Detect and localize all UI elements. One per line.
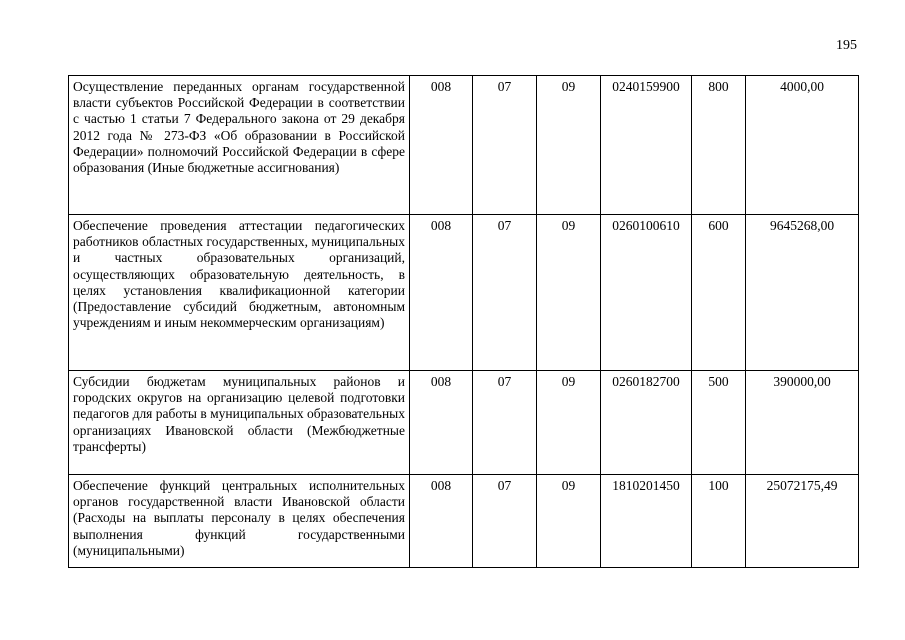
target-article-code: 0240159900	[601, 76, 692, 215]
subsection-code: 09	[537, 371, 601, 475]
expense-type-code: 100	[692, 475, 746, 568]
target-article-code: 1810201450	[601, 475, 692, 568]
amount: 25072175,49	[746, 475, 859, 568]
expense-type-code: 500	[692, 371, 746, 475]
table-row	[69, 215, 859, 371]
expense-type-code: 800	[692, 76, 746, 215]
ministry-code: 008	[410, 475, 473, 568]
subsection-code: 09	[537, 475, 601, 568]
subsection-code: 09	[537, 215, 601, 371]
amount: 9645268,00	[746, 215, 859, 371]
row-description: Обеспечение проведения аттестации педагогических работников областных государственных, муниципальных и частных образовательных организаций, осуществляющих образовательную деятельность, в целях установления квалификационной категории (Предоставление субсидий бюджетным, автономным учреждениям и иным некоммерческим организациям)	[69, 215, 410, 371]
section-code: 07	[473, 76, 537, 215]
target-article-code: 0260100610	[601, 215, 692, 371]
table-row	[69, 475, 859, 568]
expense-type-code: 600	[692, 215, 746, 371]
row-description: Субсидии бюджетам муниципальных районов и городских округов на организацию целевой подготовки педагогов для работы в муниципальных образовательных организациях Ивановской области (Межбюджетные трансферты)	[69, 371, 410, 475]
row-description: Осуществление переданных органам государственной власти субъектов Российской Федерации в соответствии с частью 1 статьи 7 Федерального закона от 29 декабря 2012 года № 273-ФЗ «Об образовании в Российской Федерации» полномочий Российской Федерации в сфере образования (Иные бюджетные ассигнования)	[69, 76, 410, 215]
table-row	[69, 76, 859, 215]
row-description: Обеспечение функций центральных исполнительных органов государственной власти Ивановской области (Расходы на выплаты персоналу в целях обеспечения выполнения функций государственными (муниципальными)	[69, 475, 410, 568]
ministry-code: 008	[410, 215, 473, 371]
section-code: 07	[473, 475, 537, 568]
amount: 4000,00	[746, 76, 859, 215]
target-article-code: 0260182700	[601, 371, 692, 475]
section-code: 07	[473, 215, 537, 371]
amount: 390000,00	[746, 371, 859, 475]
section-code: 07	[473, 371, 537, 475]
budget-table	[68, 75, 859, 568]
ministry-code: 008	[410, 76, 473, 215]
page-number: 195	[836, 38, 857, 53]
subsection-code: 09	[537, 76, 601, 215]
table-row	[69, 371, 859, 475]
ministry-code: 008	[410, 371, 473, 475]
